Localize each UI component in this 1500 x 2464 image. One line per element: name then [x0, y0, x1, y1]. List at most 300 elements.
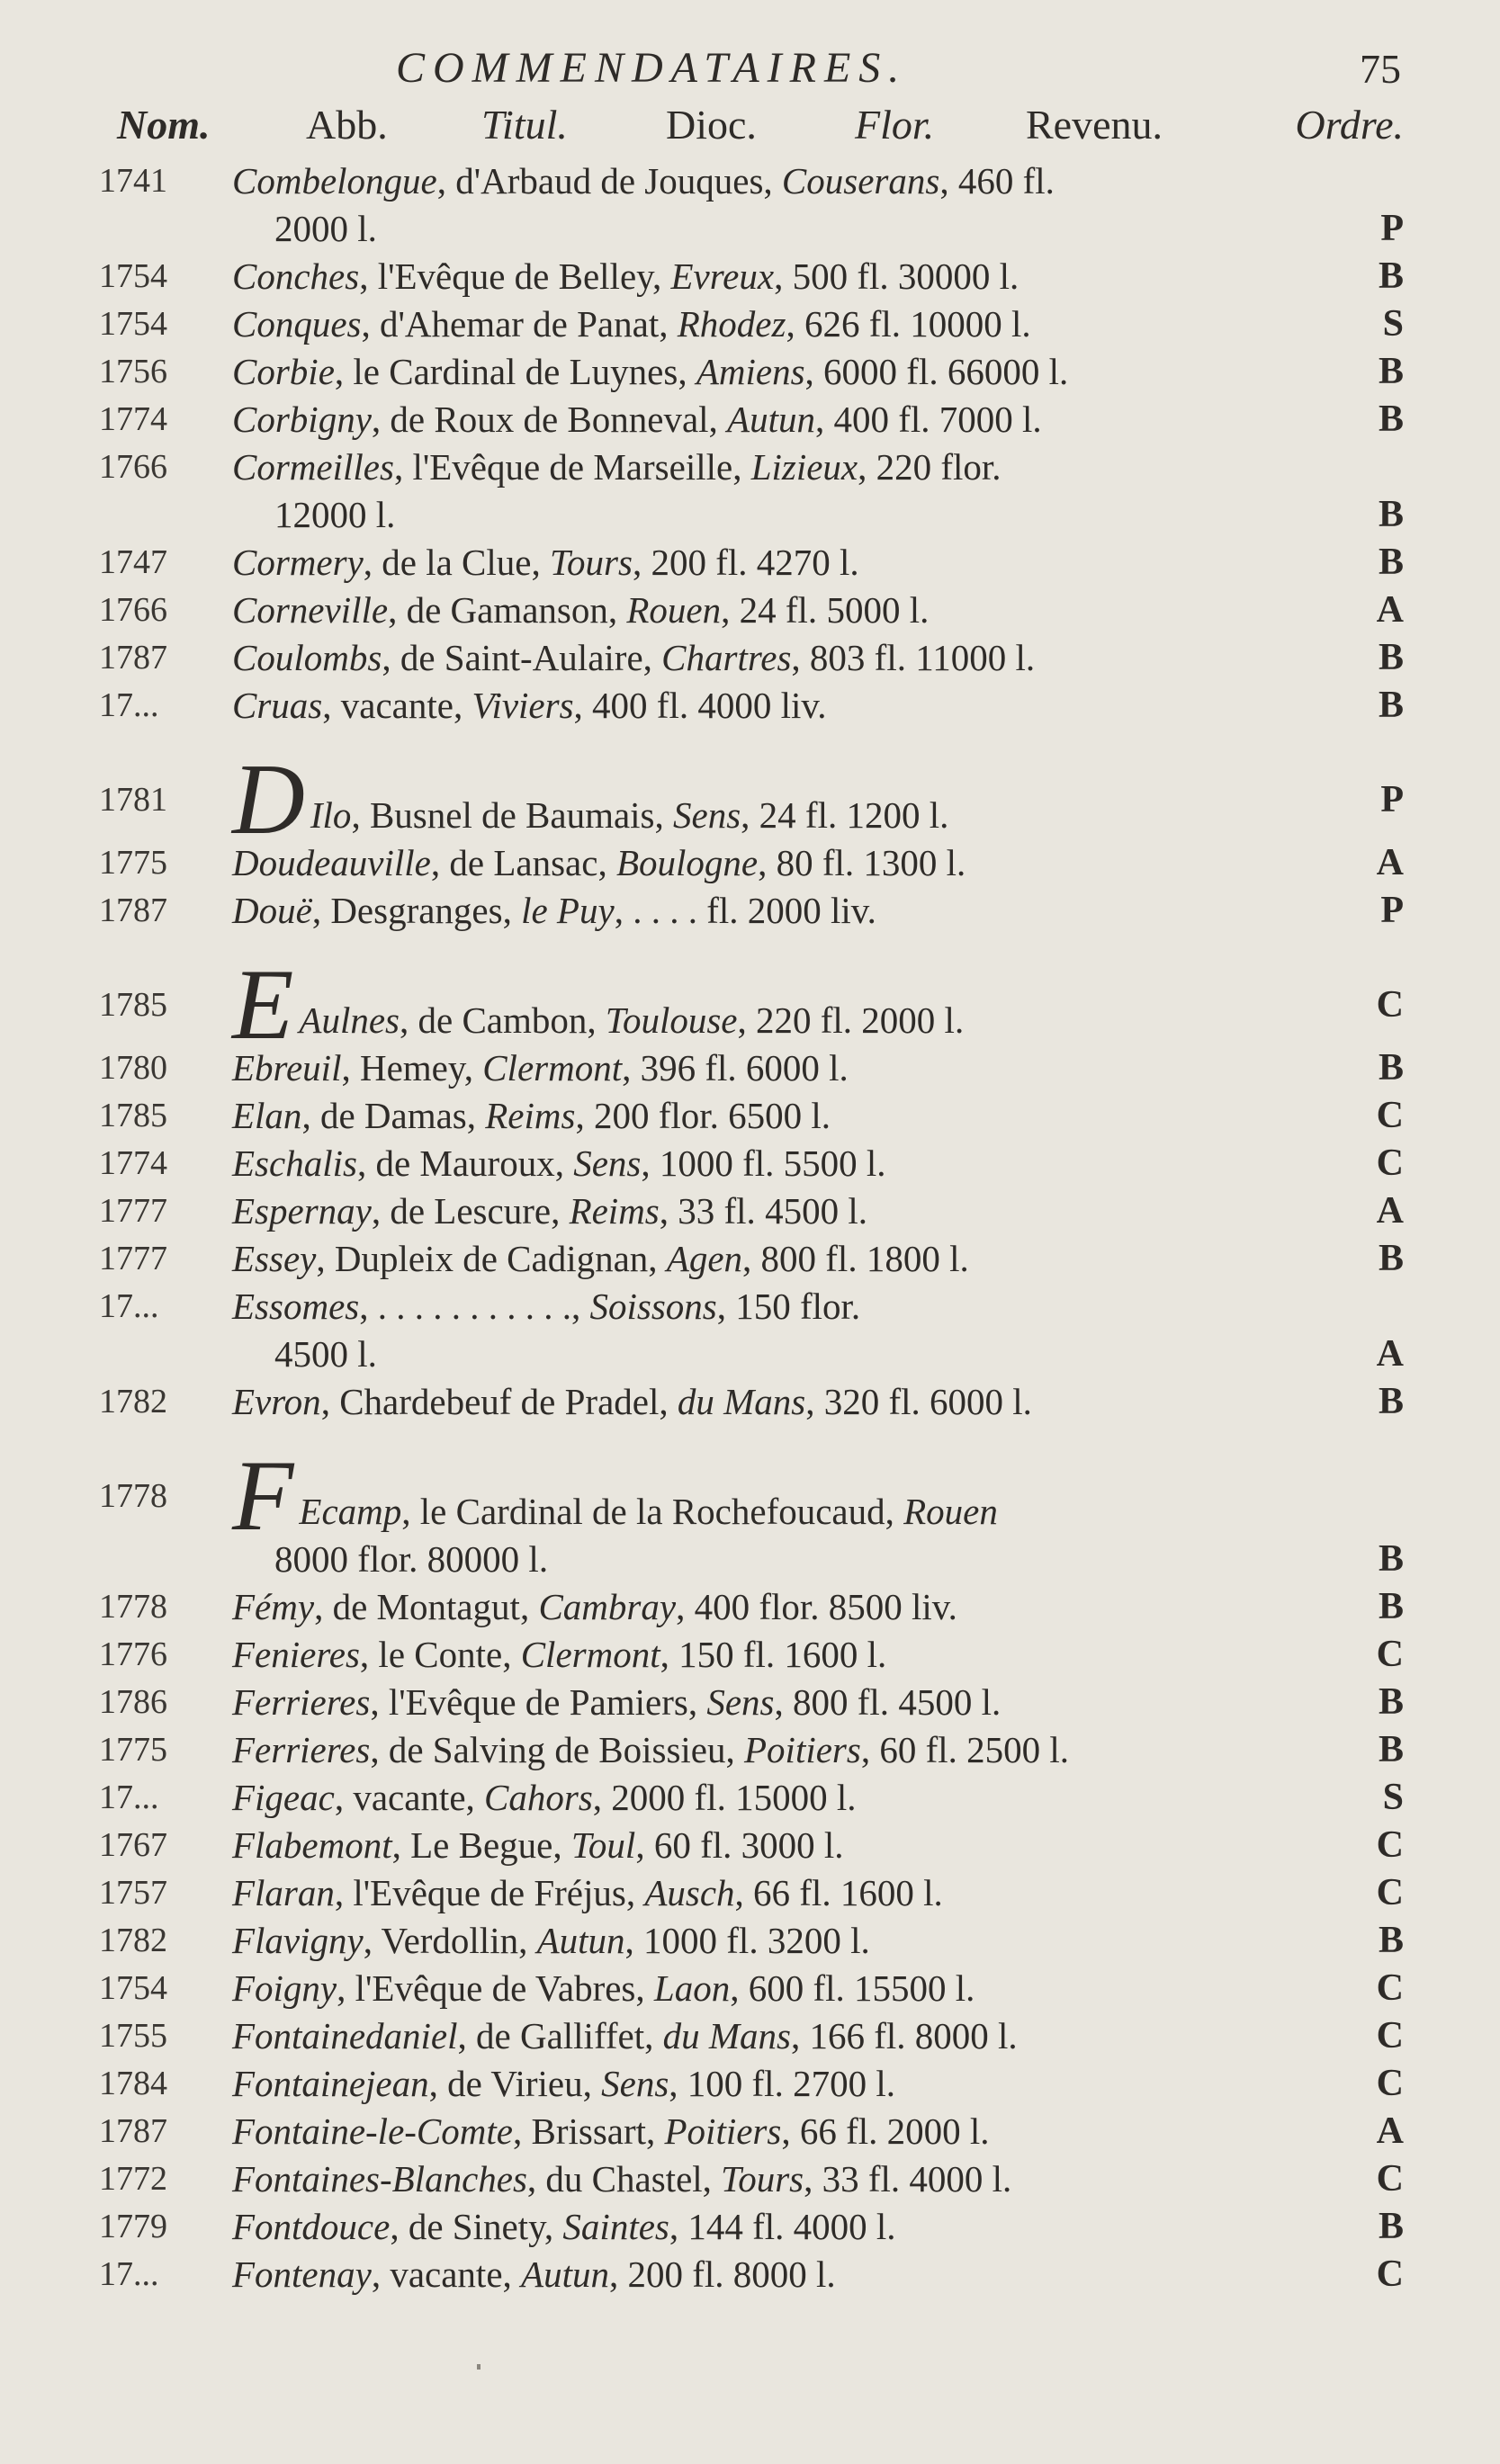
florins: 150 flor. [735, 1286, 861, 1327]
col-ordre: Ordre. [1295, 102, 1404, 148]
order-letter: A [1376, 1333, 1404, 1375]
entry-year: 1756 [99, 353, 167, 390]
abbey-entry [99, 444, 1404, 491]
entry-text: Flavigny, Verdollin, Autun, 1000 fl. 3200 l. [232, 1920, 870, 1961]
order-letter: B [1378, 685, 1404, 726]
section-gap [99, 1426, 1404, 1473]
florins: 200 fl. [627, 2253, 724, 2295]
page-speck [477, 2364, 481, 2370]
entry-continuation [99, 1331, 1404, 1378]
entry-text: Essey, Dupleix de Cadignan, Agen, 800 fl. 1800 l. [232, 1238, 969, 1279]
diocese: Tours [721, 2158, 804, 2200]
abbey-name: Fontdouce [232, 2206, 391, 2247]
revenue: 1600 l. [840, 1872, 943, 1913]
florins: 600 fl. [748, 1967, 845, 2009]
entry-year: 1778 [99, 1477, 167, 1515]
abbey-name: Espernay [232, 1190, 372, 1232]
entry-year: 1787 [99, 892, 167, 929]
order-letter: S [1382, 1777, 1404, 1818]
entry-text: Fontaines-Blanches, du Chastel, Tours, 33 fl. 4000 l. [232, 2158, 1012, 2200]
continuation-text [274, 205, 1404, 253]
order-letter: C [1376, 2063, 1404, 2104]
abbey-name: Flabemont [232, 1824, 392, 1866]
florins: 60 fl. [879, 1729, 957, 1770]
entry-year: 1766 [99, 448, 167, 486]
order-letter: C [1376, 1095, 1404, 1136]
entry-text: Fenieres, le Conte, Clermont, 150 fl. 1600 l. [232, 1634, 887, 1675]
abbey-entry [99, 157, 1404, 205]
titulaire: de Gamanson [406, 589, 608, 631]
page-number: 75 [1360, 46, 1401, 92]
entry-text: Elan, de Damas, Reims, 200 flor. 6500 l. [232, 1095, 831, 1136]
titulaire: de Mauroux [375, 1142, 555, 1184]
abbey-name: Eschalis [232, 1142, 357, 1184]
diocese: Reims [485, 1095, 576, 1136]
diocese: Agen [666, 1238, 743, 1279]
diocese: Couserans [781, 160, 940, 202]
continued-revenue: 4500 l. [274, 1333, 377, 1375]
col-dioc: Dioc. [666, 102, 757, 148]
entry-year: 1775 [99, 1731, 167, 1769]
abbey-entry [99, 1187, 1404, 1235]
order-letter: B [1378, 255, 1404, 297]
florins: 24 fl. [759, 794, 838, 836]
entry-year: 1755 [99, 2017, 167, 2055]
entry-text: Eschalis, de Mauroux, Sens, 1000 fl. 5500 l. [232, 1142, 886, 1184]
florins: 66 fl. [753, 1872, 831, 1913]
abbey-name: Essomes [232, 1286, 360, 1327]
drop-capital: E [232, 949, 294, 1061]
abbey-name: Conches [232, 255, 360, 297]
entry-text: F Ecamp, le Cardinal de la Rochefoucaud, Rouen [232, 1440, 998, 1552]
entry-year: 17... [99, 686, 159, 724]
entry-text: Evron, Chardebeuf de Pradel, du Mans, 320 fl. 6000 l. [232, 1381, 1032, 1422]
titulaire: vacante [340, 685, 454, 726]
order-letter: B [1378, 399, 1404, 440]
entry-text: Corneville, de Gamanson, Rouen, 24 fl. 5000 l. [232, 589, 930, 631]
order-letter: P [1380, 208, 1404, 249]
revenue: 2500 l. [966, 1729, 1070, 1770]
col-abb: Abb. [306, 102, 388, 148]
order-letter: A [1376, 1190, 1404, 1232]
florins: 200 flor. [593, 1095, 719, 1136]
titulaire: le Cardinal de la Rochefoucaud [419, 1491, 885, 1532]
order-letter: C [1376, 1142, 1404, 1184]
titulaire: de Roux de Bonneval [390, 399, 709, 440]
diocese: Amiens [696, 351, 805, 392]
florins: 100 fl. [687, 2063, 784, 2104]
revenue: 11000 l. [915, 637, 1036, 678]
diocese: du Mans [662, 2015, 791, 2056]
diocese: Rhodez [677, 303, 786, 345]
order-letter: C [1376, 2158, 1404, 2200]
revenue: 2000 l. [861, 999, 965, 1041]
revenue: 3000 l. [741, 1824, 844, 1866]
abbey-name: Ecamp [299, 1491, 402, 1532]
titulaire: de Cambon [418, 999, 588, 1041]
abbey-entry [99, 1044, 1404, 1092]
abbey-entry [99, 2108, 1404, 2155]
florins: 803 fl. [809, 637, 906, 678]
titulaire: le Cardinal de Luynes [353, 351, 678, 392]
abbey-entry [99, 1583, 1404, 1631]
titulaire: vacante [353, 1777, 466, 1818]
abbey-name: Flaran [232, 1872, 335, 1913]
entry-text: Conches, l'Evêque de Belley, Evreux, 500 fl. 30000 l. [232, 255, 1019, 297]
abbey-entry [99, 1631, 1404, 1679]
abbey-name: Fontainejean [232, 2063, 429, 2104]
entry-year: 1741 [99, 162, 167, 200]
abbey-name: Flavigny [232, 1920, 364, 1961]
entry-year: 1782 [99, 1922, 167, 1959]
revenue: 2000 l. [886, 2110, 990, 2152]
entry-year: 1781 [99, 781, 167, 819]
order-letter: C [1376, 1872, 1404, 1913]
revenue: 8000 l. [914, 2015, 1018, 2056]
entry-text: Espernay, de Lescure, Reims, 33 fl. 4500 l. [232, 1190, 867, 1232]
abbey-entry [99, 348, 1404, 396]
titulaire: de Montagut [332, 1586, 520, 1627]
order-letter: B [1378, 1238, 1404, 1279]
revenue: 2700 l. [793, 2063, 895, 2104]
abbey-name: Conques [232, 303, 362, 345]
diocese: Sens [673, 794, 741, 836]
abbey-entry [99, 2251, 1404, 2298]
titulaire: de Lansac [449, 842, 598, 883]
order-letter: B [1378, 1681, 1404, 1723]
florins: 80 fl. [776, 842, 855, 883]
revenue: 10000 l. [910, 303, 1031, 345]
diocese: Boulogne [615, 842, 759, 883]
diocese: Sens [573, 1142, 642, 1184]
entry-year: 1784 [99, 2065, 167, 2102]
abbey-entry [99, 2060, 1404, 2108]
abbey-entry [99, 949, 1404, 1061]
titulaire: Le Begue [410, 1824, 553, 1866]
abbey-entry [99, 887, 1404, 935]
entry-year: 17... [99, 1287, 159, 1325]
order-letter: B [1378, 1538, 1404, 1580]
abbey-entry [99, 300, 1404, 348]
drop-capital: F [232, 1440, 294, 1552]
order-letter: S [1382, 303, 1404, 345]
florins: 200 fl. [651, 542, 748, 583]
entry-text: E Aulnes, de Cambon, Toulouse, 220 fl. 2000 l. [232, 949, 965, 1061]
abbey-name: Ilo [310, 794, 352, 836]
florins: 150 fl. [678, 1634, 776, 1675]
abbey-name: Cruas [232, 685, 323, 726]
abbey-entry [99, 539, 1404, 587]
abbey-entry [99, 396, 1404, 444]
florins: 6000 fl. [823, 351, 939, 392]
revenue: 66000 l. [947, 351, 1069, 392]
entry-text: Fontdouce, de Sinety, Saintes, 144 fl. 4000 l. [232, 2206, 896, 2247]
entry-text: Doudeauville, de Lansac, Boulogne, 80 fl. 1300 l. [232, 842, 966, 883]
revenue: 5000 l. [826, 589, 930, 631]
entry-text: Coulombs, de Saint-Aulaire, Chartres, 803 fl. 11000 l. [232, 637, 1036, 678]
entry-year: 1774 [99, 400, 167, 438]
florins: 626 fl. [804, 303, 901, 345]
revenue: 4500 l. [765, 1190, 867, 1232]
abbey-entry [99, 1378, 1404, 1426]
order-letter: B [1378, 1381, 1404, 1422]
col-revenu: Revenu. [1026, 102, 1163, 148]
florins: 24 fl. [739, 589, 818, 631]
abbey-name: Cormeilles [232, 446, 394, 488]
diocese: du Mans [677, 1381, 806, 1422]
abbey-entry [99, 1092, 1404, 1140]
abbey-entry [99, 253, 1404, 300]
entry-year: 1757 [99, 1874, 167, 1912]
order-letter: C [1376, 2015, 1404, 2056]
titulaire: l'Evêque de Vabres [355, 1967, 636, 2009]
florins: 220 flor. [876, 446, 1001, 488]
abbey-name: Fenieres [232, 1634, 360, 1675]
continued-revenue: 12000 l. [274, 494, 396, 535]
order-letter: C [1376, 2253, 1404, 2295]
entry-year: 1777 [99, 1240, 167, 1277]
diocese: Chartres [661, 637, 792, 678]
titulaire: Brissart [531, 2110, 647, 2152]
order-letter: B [1378, 1729, 1404, 1770]
florins: 396 fl. [640, 1047, 737, 1089]
diocese: Clermont [482, 1047, 623, 1089]
diocese: Toul [570, 1824, 636, 1866]
order-letter: C [1376, 1967, 1404, 2009]
revenue: 1300 l. [863, 842, 966, 883]
diocese: Toulouse [605, 999, 738, 1041]
running-title: COMMENDATAIRES. [396, 44, 908, 92]
entry-year: 1785 [99, 986, 167, 1024]
revenue: 4000 l. [909, 2158, 1012, 2200]
titulaire: Dupleix de Cadignan [334, 1238, 649, 1279]
diocese: Ausch [644, 1872, 735, 1913]
entry-text: Fontaine-le-Comte, Brissart, Poitiers, 66 fl. 2000 l. [232, 2110, 990, 2152]
titulaire: de la Clue [382, 542, 532, 583]
florins: 400 fl. [592, 685, 689, 726]
revenue: 4500 l. [898, 1681, 1001, 1723]
abbey-name: Corbigny [232, 399, 372, 440]
abbey-name: Ferrieres [232, 1681, 371, 1723]
entry-text: Fontainejean, de Virieu, Sens, 100 fl. 2700 l. [232, 2063, 895, 2104]
florins: . . . . fl. [633, 890, 739, 931]
titulaire: Desgranges [330, 890, 503, 931]
titulaire: de Salving de Boissieu [388, 1729, 726, 1770]
abbey-entry [99, 2155, 1404, 2203]
entry-year: 1779 [99, 2208, 167, 2245]
abbey-name: Aulnes [299, 999, 400, 1041]
order-letter: C [1376, 984, 1404, 1026]
titulaire: de Sinety [408, 2206, 544, 2247]
entry-text: Cormery, de la Clue, Tours, 200 fl. 4270 l. [232, 542, 859, 583]
titulaire: Busnel de Baumais [369, 794, 655, 836]
continuation-text [274, 1536, 1404, 1583]
entry-year: 1787 [99, 639, 167, 676]
entry-continuation [99, 1536, 1404, 1583]
diocese: Poitiers [664, 2110, 782, 2152]
abbey-name: Ebreuil [232, 1047, 342, 1089]
order-letter: C [1376, 1634, 1404, 1675]
abbey-name: Ferrieres [232, 1729, 371, 1770]
florins: 220 fl. [756, 999, 853, 1041]
titulaire: l'Evêque de Fréjus [353, 1872, 626, 1913]
abbey-name: Coulombs [232, 637, 382, 678]
florins: 1000 fl. [659, 1142, 775, 1184]
diocese: Autun [521, 2253, 609, 2295]
entry-text: Ebreuil, Hemey, Clermont, 396 fl. 6000 l. [232, 1047, 849, 1089]
florins: 33 fl. [678, 1190, 756, 1232]
titulaire: de Virieu [447, 2063, 583, 2104]
florins: 33 fl. [822, 2158, 901, 2200]
titulaire: . . . . . . . . . . . [377, 1286, 571, 1327]
order-letter: P [1380, 890, 1404, 931]
abbey-entry [99, 1283, 1404, 1331]
florins: 2000 fl. [611, 1777, 726, 1818]
abbey-entry [99, 2012, 1404, 2060]
entry-year: 17... [99, 2255, 159, 2293]
entry-text: D Ilo, Busnel de Baumais, Sens, 24 fl. 1200 l. [232, 744, 949, 856]
revenue: 1200 l. [846, 794, 949, 836]
abbey-entry [99, 1726, 1404, 1774]
entry-text: Corbigny, de Roux de Bonneval, Autun, 400 fl. 7000 l. [232, 399, 1042, 440]
entry-text: Cormeilles, l'Evêque de Marseille, Lizieux, 220 flor. [232, 446, 1001, 488]
diocese: Laon [653, 1967, 731, 2009]
abbey-entry [99, 1235, 1404, 1283]
order-letter: B [1378, 1047, 1404, 1089]
titulaire: Verdollin [381, 1920, 519, 1961]
titulaire: du Chastel [545, 2158, 703, 2200]
revenue: 6000 l. [930, 1381, 1032, 1422]
order-letter: C [1376, 1824, 1404, 1866]
entry-year: 1774 [99, 1144, 167, 1182]
titulaire: le Conte [378, 1634, 503, 1675]
abbey-list [99, 157, 1404, 2298]
entry-year: 1786 [99, 1683, 167, 1721]
entry-year: 1782 [99, 1383, 167, 1420]
section-gap [99, 935, 1404, 981]
titulaire: Hemey [359, 1047, 464, 1089]
titulaire: d'Arbaud de Jouques [455, 160, 764, 202]
abbey-name: Corneville [232, 589, 389, 631]
entry-text: Cruas, vacante, Viviers, 400 fl. 4000 liv. [232, 685, 827, 726]
revenue: 30000 l. [897, 255, 1019, 297]
abbey-name: Elan [232, 1095, 302, 1136]
entry-text: Fontenay, vacante, Autun, 200 fl. 8000 l. [232, 2253, 836, 2295]
diocese: Sens [706, 1681, 775, 1723]
diocese: Sens [601, 2063, 669, 2104]
abbey-name: Fontaines-Blanches [232, 2158, 527, 2200]
entry-text: Flabemont, Le Begue, Toul, 60 fl. 3000 l. [232, 1824, 844, 1866]
titulaire: vacante [390, 2253, 503, 2295]
order-letter: P [1380, 779, 1404, 820]
titulaire: l'Evêque de Belley [377, 255, 652, 297]
order-letter: B [1378, 542, 1404, 583]
entry-year: 1785 [99, 1097, 167, 1134]
abbey-name: Corbie [232, 351, 335, 392]
abbey-entry [99, 2203, 1404, 2251]
continued-revenue: 8000 flor. 80000 l. [274, 1538, 549, 1580]
order-letter: A [1376, 2110, 1404, 2152]
abbey-name: Fontenay [232, 2253, 372, 2295]
order-letter: A [1376, 842, 1404, 883]
drop-capital: D [232, 744, 305, 856]
abbey-name: Essey [232, 1238, 317, 1279]
titulaire: de Galliffet [476, 2015, 645, 2056]
diocese: Poitiers [744, 1729, 861, 1770]
abbey-name: Doudeauville [232, 842, 431, 883]
florins: 800 fl. [793, 1681, 890, 1723]
revenue: 1600 l. [784, 1634, 887, 1675]
entry-year: 17... [99, 1779, 159, 1816]
entry-year: 1754 [99, 305, 167, 343]
abbey-entry [99, 1679, 1404, 1726]
titulaire: de Lescure [390, 1190, 552, 1232]
revenue: 5500 l. [783, 1142, 886, 1184]
entry-text: Ferrieres, de Salving de Boissieu, Poitiers, 60 fl. 2500 l. [232, 1729, 1070, 1770]
abbey-entry [99, 1440, 1404, 1552]
entry-year: 1767 [99, 1826, 167, 1864]
entry-text: Douë, Desgranges, le Puy, . . . . fl. 2000 liv. [232, 890, 876, 931]
florins: 166 fl. [809, 2015, 906, 2056]
entry-year: 1754 [99, 257, 167, 295]
entry-year: 1787 [99, 2112, 167, 2150]
diocese: Viviers [472, 685, 574, 726]
abbey-entry [99, 839, 1404, 887]
diocese: Autun [536, 1920, 625, 1961]
diocese: Rouen [903, 1491, 998, 1532]
entry-year: 1776 [99, 1635, 167, 1673]
abbey-entry [99, 1869, 1404, 1917]
titulaire: l'Evêque de Marseille [412, 446, 733, 488]
titulaire: l'Evêque de Pamiers [388, 1681, 688, 1723]
column-headers [117, 101, 1404, 155]
revenue: 15500 l. [854, 1967, 975, 2009]
revenue: 8000 l. [732, 2253, 836, 2295]
abbey-name: Foigny [232, 1967, 337, 2009]
florins: 400 fl. [833, 399, 930, 440]
diocese: le Puy [521, 890, 615, 931]
order-letter: B [1378, 351, 1404, 392]
entry-year: 1754 [99, 1969, 167, 2007]
continuation-text [274, 1331, 1404, 1378]
abbey-name: Cormery [232, 542, 364, 583]
abbey-name: Fémy [232, 1586, 315, 1627]
entry-year: 1747 [99, 543, 167, 581]
col-titul: Titul. [481, 102, 568, 148]
revenue: 8500 liv. [828, 1586, 957, 1627]
abbey-name: Fontainedaniel [232, 2015, 458, 2056]
col-nom: Nom. [117, 102, 211, 148]
florins: 800 fl. [760, 1238, 858, 1279]
revenue: 1800 l. [866, 1238, 969, 1279]
col-flor: Flor. [855, 102, 935, 148]
florins: 144 fl. [687, 2206, 785, 2247]
entry-continuation [99, 205, 1404, 253]
entry-text: Fontainedaniel, de Galliffet, du Mans, 166 fl. 8000 l. [232, 2015, 1018, 2056]
revenue: 4270 l. [756, 542, 859, 583]
titulaire: de Saint-Aulaire [400, 637, 643, 678]
diocese: Cahors [484, 1777, 593, 1818]
titulaire: Chardebeuf de Pradel [339, 1381, 660, 1422]
entry-year: 1772 [99, 2160, 167, 2198]
entry-text: Fémy, de Montagut, Cambray, 400 flor. 8500 liv. [232, 1586, 957, 1627]
entry-year: 1766 [99, 591, 167, 629]
abbey-entry [99, 682, 1404, 730]
diocese: Saintes [562, 2206, 669, 2247]
entry-year: 1775 [99, 844, 167, 882]
abbey-name: Figeac [232, 1777, 335, 1818]
florins: 320 fl. [823, 1381, 921, 1422]
